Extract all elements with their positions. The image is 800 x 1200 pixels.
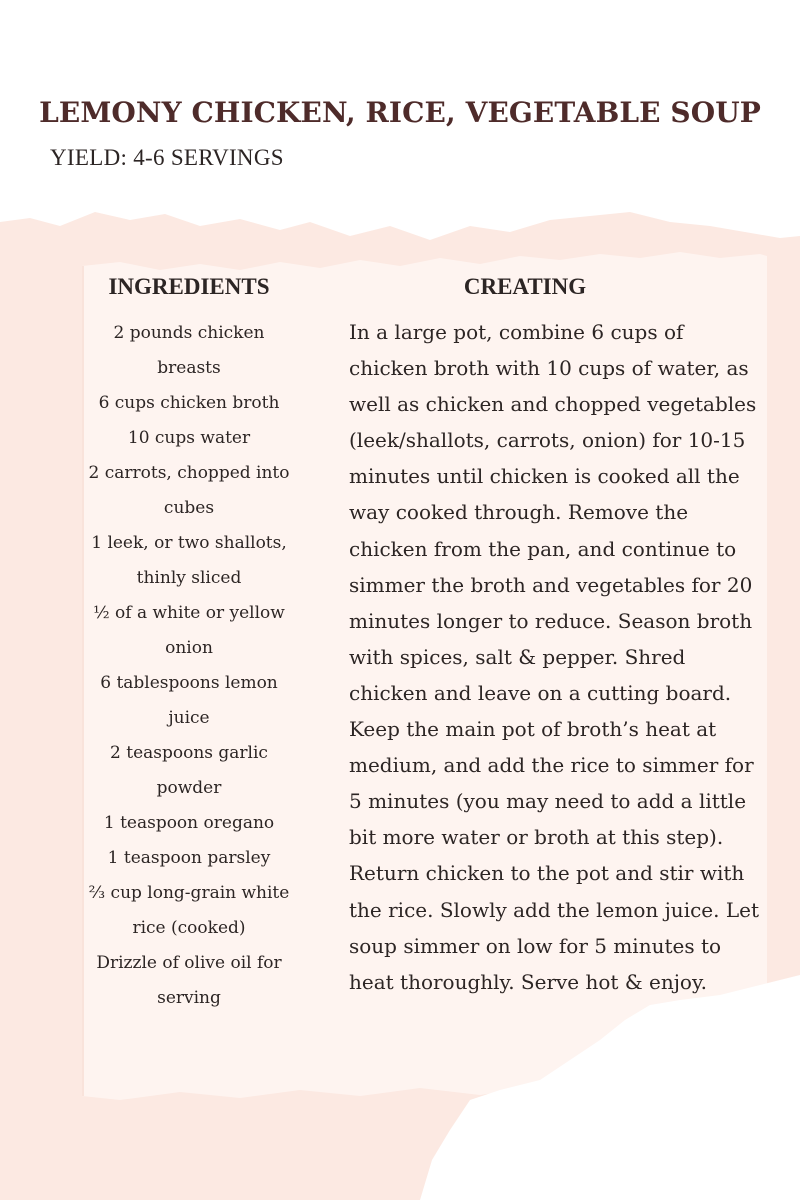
recipe-yield: YIELD: 4-6 SERVINGS xyxy=(50,145,284,170)
ingredient-item: 10 cups water xyxy=(127,428,251,448)
ingredient-item: 2 teaspoons garlic powder xyxy=(110,743,268,798)
ingredients-list xyxy=(84,316,294,1016)
recipe-title: LEMONY CHICKEN, RICE, VEGETABLE SOUP xyxy=(39,96,761,129)
creating-instructions: In a large pot, combine 6 cups of chicken broth with 10 cups of water, as well as chicken and chopped vegetables (leek/shallots, carrots, onion) for 10-15 minutes until chicken is cooked all the way cooked through. Remove the chicken from the pan, and continue to simmer the broth and vegetables for 20 minutes longer to reduce. Season broth with spices, salt & pepper. Shred chicken and leave on a cutting board. Keep the main pot of broth’s heat at medium, and add the rice to simmer for 5 minutes (you may need to add a little bit more water or broth at this step). Return chicken to the pot and stir with the rice. Slowly add the lemon juice. Let soup simmer on low for 5 minutes to heat thoroughly. Serve hot & enjoy. xyxy=(349,320,759,994)
ingredient-item: ⅔ cup long-grain white rice (cooked) xyxy=(88,883,290,938)
ingredient-item: Drizzle of olive oil for serving xyxy=(96,953,282,1008)
ingredient-item: 1 teaspoon oregano xyxy=(103,813,275,833)
creating-heading: CREATING xyxy=(463,274,587,299)
ingredient-item: ½ of a white or yellow onion xyxy=(93,603,285,658)
ingredient-item: 1 leek, or two shallots, thinly sliced xyxy=(91,533,287,588)
ingredient-item: 2 pounds chicken breasts xyxy=(113,323,265,378)
ingredient-item: 2 carrots, chopped into cubes xyxy=(88,463,290,518)
ingredients-heading: INGREDIENTS xyxy=(108,274,270,299)
ingredient-item: 6 cups chicken broth xyxy=(98,393,280,413)
ingredient-item: 1 teaspoon parsley xyxy=(107,848,271,868)
ingredient-item: 6 tablespoons lemon juice xyxy=(100,673,278,728)
